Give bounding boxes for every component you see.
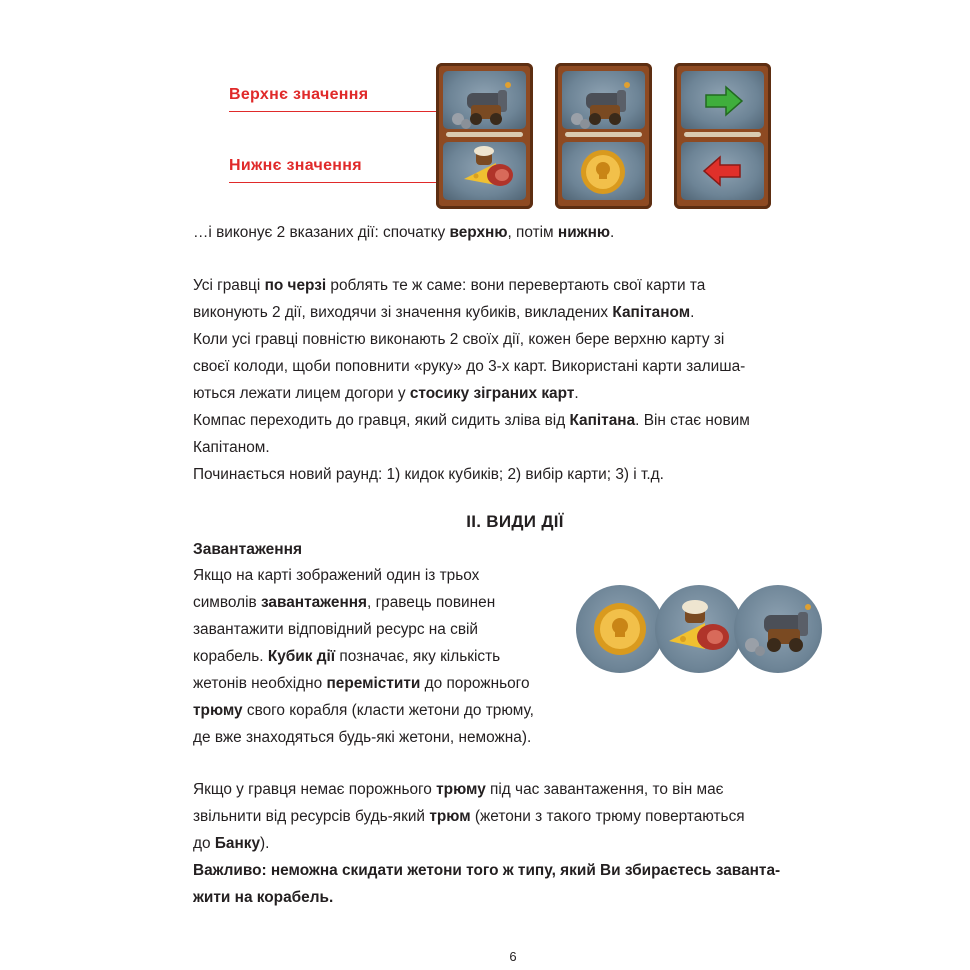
action-card-1 [436, 63, 533, 209]
intro-line: …і виконує 2 вказаних дії: спочатку верхню, потім нижню. [193, 224, 615, 241]
bottom-value-label: Нижнє значення [229, 157, 362, 174]
page-number: 6 [509, 949, 517, 964]
turn-rules-paragraph: Усі гравці по черзі роблять те ж саме: вони перевертають свої карти та виконують 2 дії, виходячи зі значення кубиків, викладених Капітаном. Коли усі гравці повністю виконають 2 своїх дії, кожен бере верхню карту зі своєї колоди, щоби поповнити «руку» до 3-х карт. Використані карти залиша- ються лежати лицем догори у стосику зіграних карт. Компас переходить до гравця, який сидить зліва від Капітана. Він стає новим Капітаном. Починається новий раунд: 1) кидок кубиків; 2) вибір карти; 3) і т.д. [193, 277, 750, 483]
food-token [655, 585, 743, 673]
cannon-icon [745, 604, 811, 656]
arrow-left-icon [704, 157, 740, 185]
action-card-2 [555, 63, 652, 209]
cannon-icon [452, 82, 511, 129]
coin-icon [581, 150, 625, 194]
full-hold-paragraph: Якщо у гравця немає порожнього трюму під час завантаження, то він має звільнити від ресурсів будь-який трюм (жетони з такого трюму повертаються до Банку). Важливо: неможна скидати жетони того ж типу, який Ви збираєтесь заванта- жити на корабель. [193, 781, 781, 906]
loading-paragraph: Якщо на карті зображений один із трьох символів завантаження, гравець повинен завантажити відповідний ресурс на свій корабель. Кубик дії позначає, яку кількість жетонів необхідно перемістити до порожнього трюму свого корабля (класти жетони до трюму, де вже знаходяться будь-які жетони, неможна). [193, 567, 534, 746]
arrow-right-icon [706, 87, 742, 115]
food-icon [464, 146, 513, 186]
top-value-pointer-line [229, 111, 451, 112]
section-title: II. ВИДИ ДІЇ [466, 512, 564, 531]
loading-heading: Завантаження [193, 541, 303, 558]
action-card-3 [674, 63, 771, 209]
cannon-token [734, 585, 822, 673]
bottom-value-pointer-line [229, 182, 451, 183]
coin-icon [594, 603, 646, 655]
coin-token [576, 585, 664, 673]
top-value-label: Верхнє значення [229, 86, 369, 103]
food-icon [669, 600, 729, 650]
cannon-icon [571, 82, 630, 129]
